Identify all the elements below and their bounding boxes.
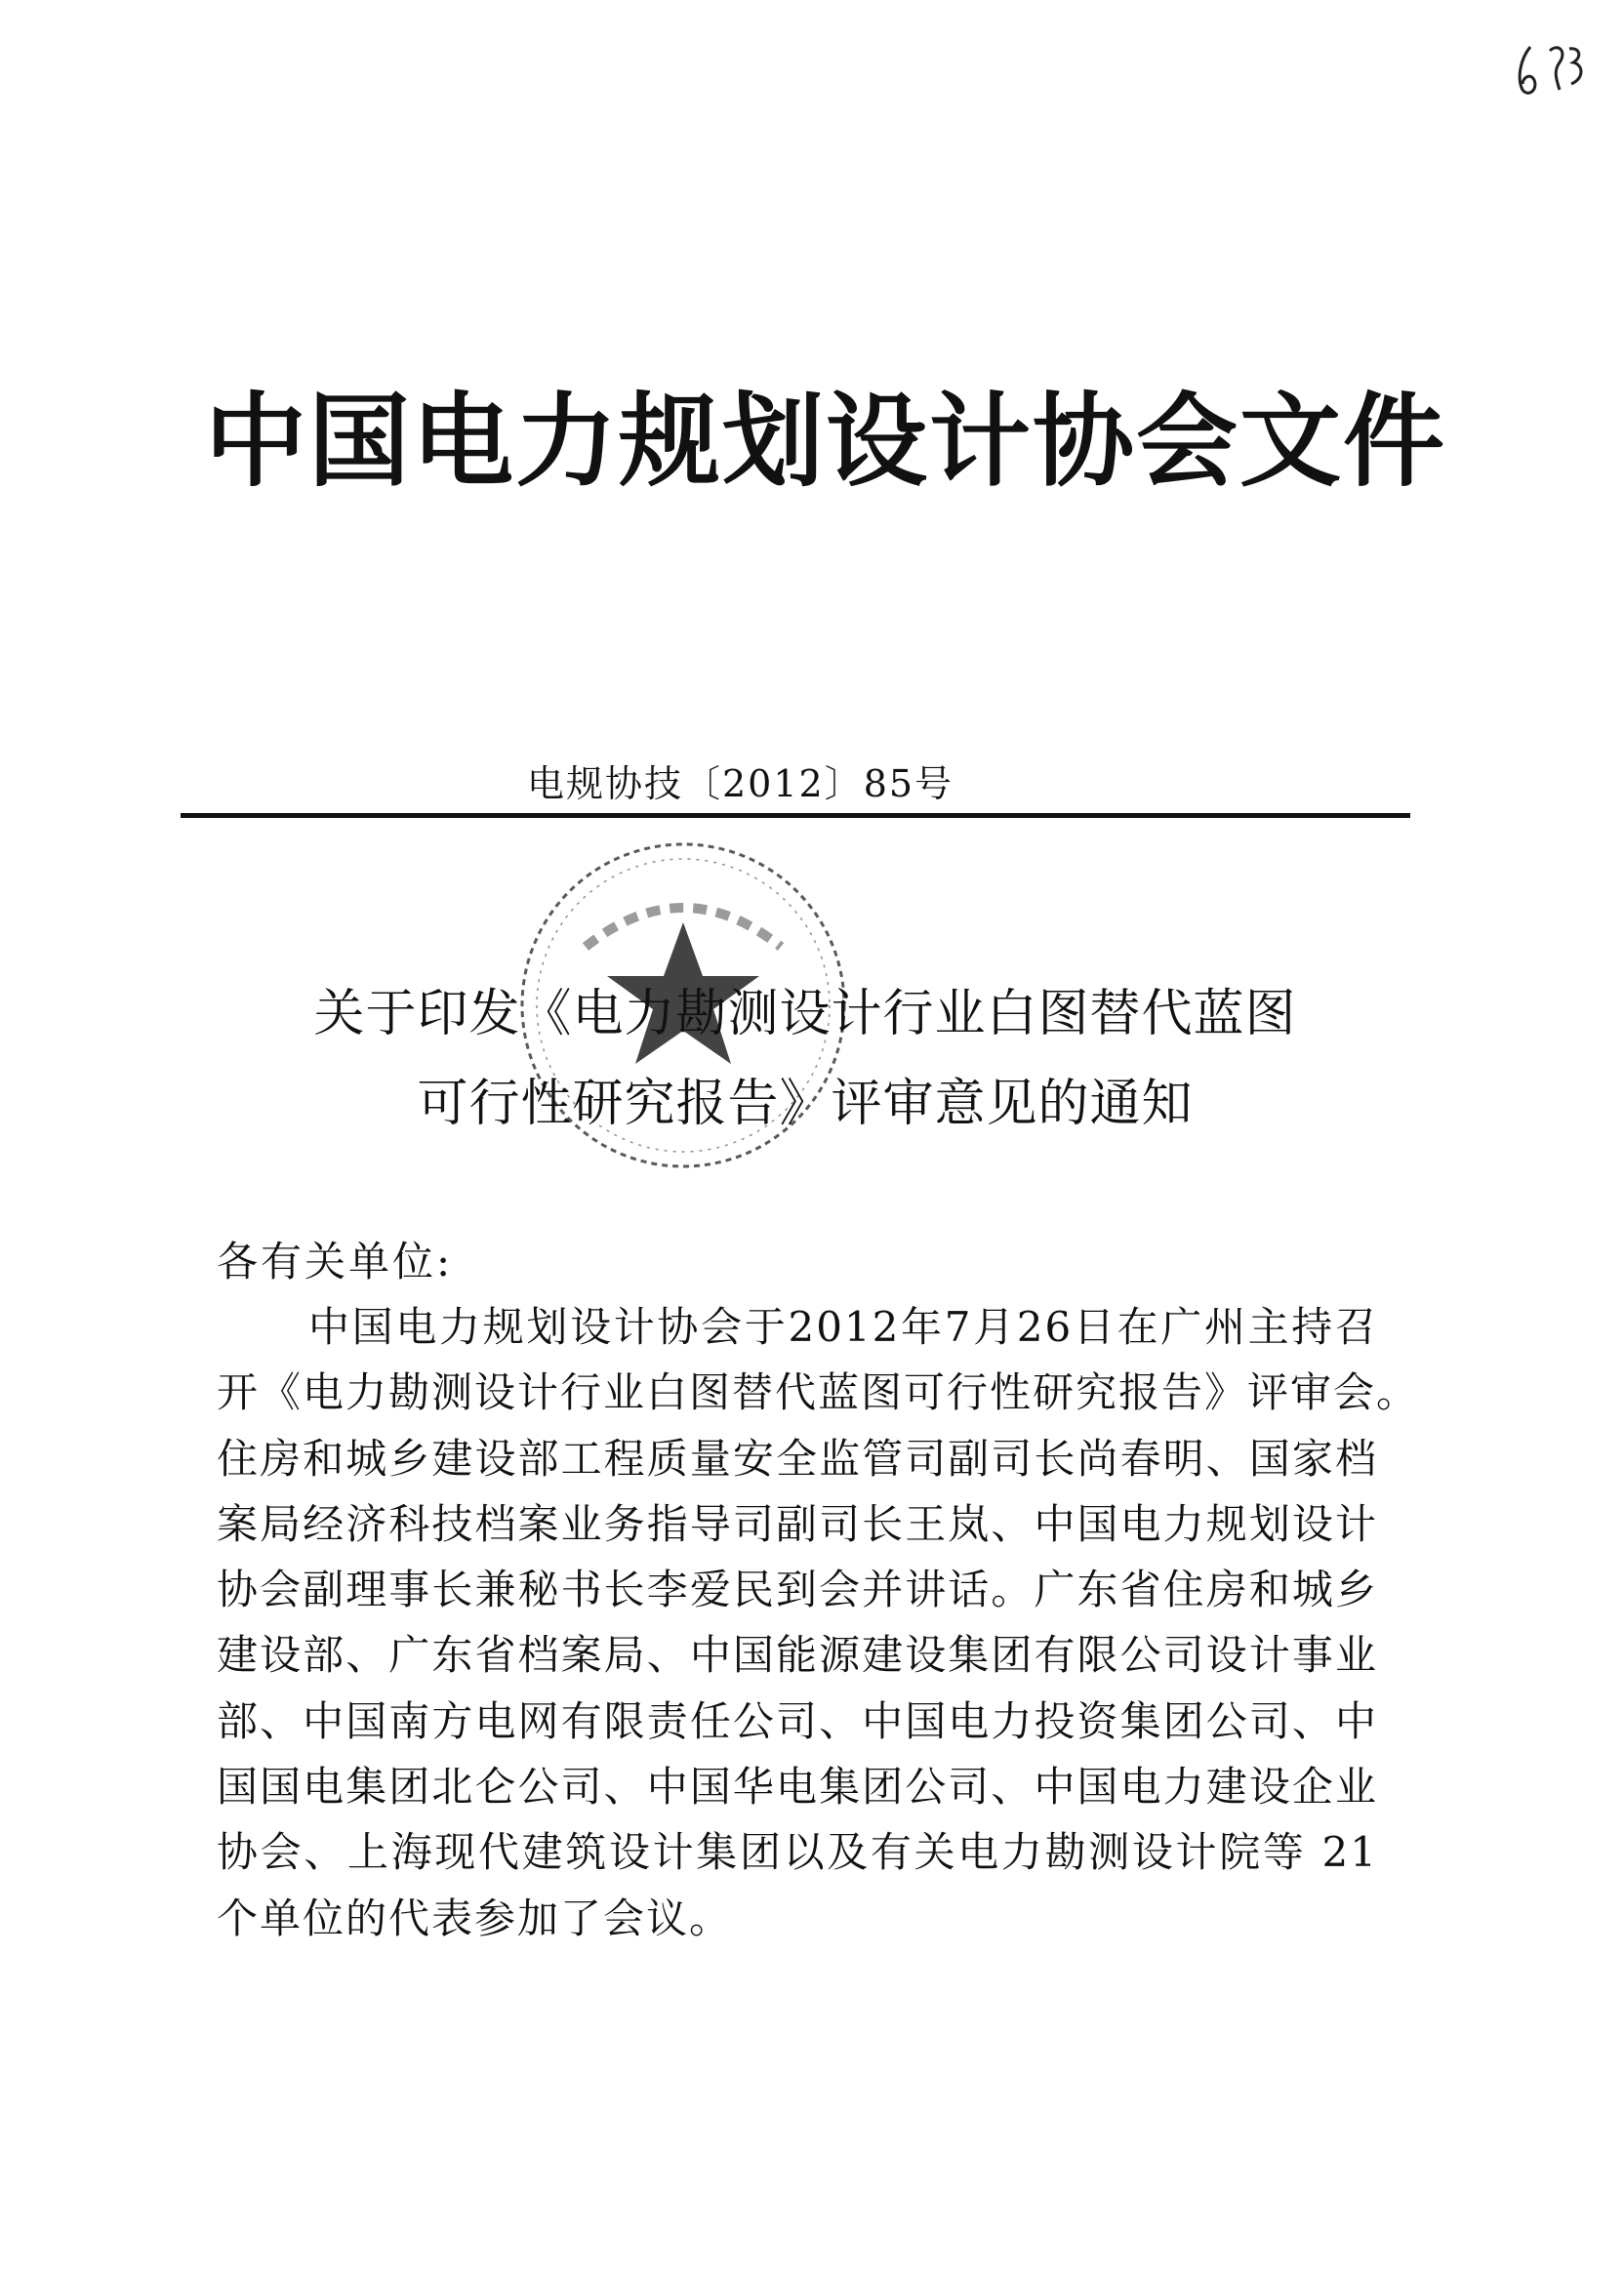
issuer-header-title: 中国电力规划设计协会文件 (205, 382, 1447, 501)
header-divider (181, 813, 1410, 818)
body-line: 中国电力规划设计协会于2012年7月26日在广州主持召 (308, 1303, 1378, 1351)
body-line: 协会、上海现代建筑设计集团以及有关电力勘测设计院等 21 (217, 1828, 1378, 1877)
body-line: 开《电力勘测设计行业白图替代蓝图可行性研究报告》评审会。 (217, 1368, 1420, 1417)
body-line: 案局经济科技档案业务指导司副司长王岚、中国电力规划设计 (217, 1499, 1378, 1548)
handwritten-page-number (1503, 29, 1591, 117)
body-line: 住房和城乡建设部工程质量安全监管司副司长尚春明、国家档 (217, 1434, 1378, 1483)
body-line: 国国电集团北仑公司、中国华电集团公司、中国电力建设企业 (217, 1763, 1378, 1812)
body-line: 协会副理事长兼秘书长李爱民到会并讲话。广东省住房和城乡 (217, 1566, 1378, 1614)
notice-title-line-2: 可行性研究报告》评审意见的通知 (417, 1075, 1194, 1133)
body-paragraph (217, 1294, 1420, 1951)
body-line: 部、中国南方电网有限责任公司、中国电力投资集团公司、中 (217, 1696, 1378, 1745)
salutation: 各有关单位: (217, 1238, 454, 1285)
notice-title-line-1: 关于印发《电力勘测设计行业白图替代蓝图 (313, 985, 1297, 1043)
body-line: 建设部、广东省档案局、中国能源建设集团有限公司设计事业 (217, 1631, 1378, 1680)
document-number: 电规协技〔2012〕85号 (527, 762, 954, 805)
body-line: 个单位的代表参加了会议。 (217, 1894, 733, 1942)
